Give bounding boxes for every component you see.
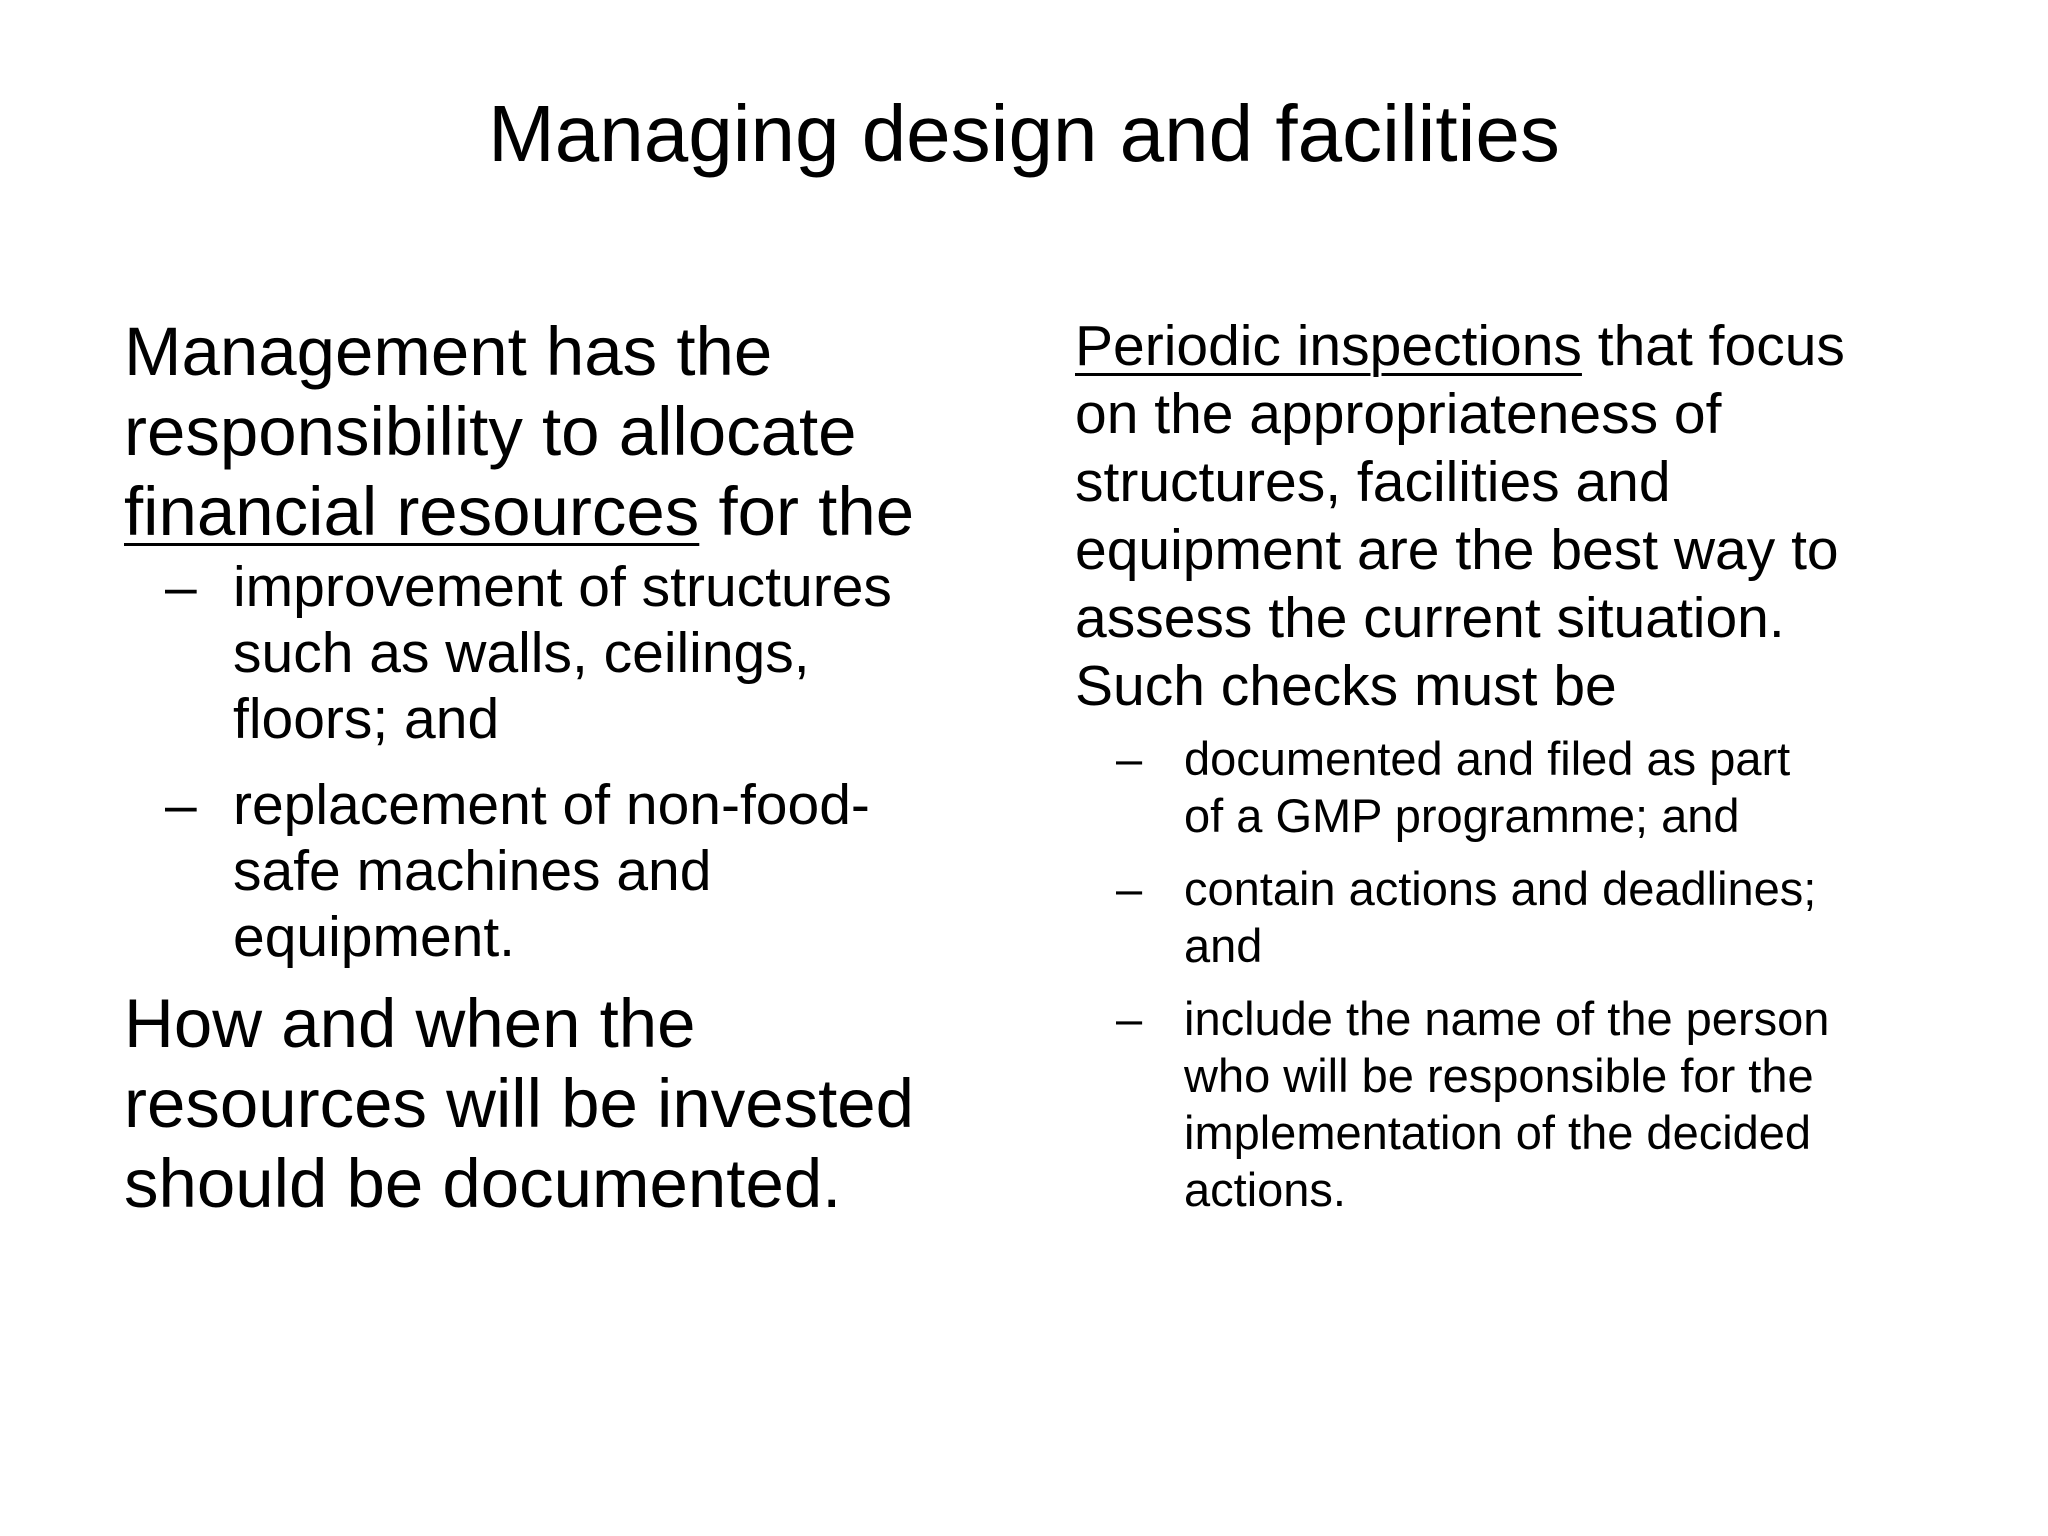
- left-intro-line-3-rest: for the: [699, 473, 915, 550]
- left-bullet-1-line-3: floors; and: [233, 687, 500, 751]
- left-column: [124, 312, 1024, 1224]
- right-intro-line-5: assess the current situation.: [1075, 586, 1785, 650]
- left-intro-line-1: Management has the: [124, 313, 773, 390]
- left-bullet-item: [124, 772, 1024, 970]
- right-bullet-2-line-2: and: [1184, 919, 1263, 972]
- right-bullet-list: [1075, 730, 1995, 1218]
- right-bullet-1-line-1: documented and filed as part: [1184, 732, 1791, 785]
- dash-bullet-icon: –: [1116, 992, 1143, 1045]
- right-bullet-item: [1075, 730, 1995, 844]
- right-bullet-3-line-2: who will be responsible for the: [1184, 1049, 1814, 1102]
- left-outro-paragraph: [124, 984, 1024, 1224]
- dash-bullet-icon: –: [1116, 862, 1143, 915]
- financial-resources-underlined: financial resources: [124, 473, 700, 550]
- right-bullet-1-line-2: of a GMP programme; and: [1184, 789, 1740, 842]
- left-outro-line-1: How and when the: [124, 985, 696, 1062]
- right-bullet-3-line-1: include the name of the person: [1184, 992, 1830, 1045]
- left-bullet-2-line-1: replacement of non-food-: [233, 773, 870, 837]
- right-bullet-3-line-3: implementation of the decided: [1184, 1106, 1812, 1159]
- dash-bullet-icon: –: [165, 773, 197, 837]
- right-intro-paragraph: [1075, 312, 1995, 720]
- right-bullet-2-line-1: contain actions and deadlines;: [1184, 862, 1817, 915]
- left-outro-line-3: should be documented.: [124, 1145, 842, 1222]
- dash-bullet-icon: –: [1116, 732, 1143, 785]
- left-bullet-2-line-3: equipment.: [233, 905, 516, 969]
- periodic-inspections-underlined: Periodic inspections: [1075, 314, 1582, 378]
- right-column: [1075, 312, 1995, 1218]
- right-intro-line-4: equipment are the best way to: [1075, 518, 1839, 582]
- right-bullet-item: [1075, 990, 1995, 1218]
- right-bullet-item: [1075, 860, 1995, 974]
- dash-bullet-icon: –: [165, 555, 197, 619]
- left-bullet-list: [124, 554, 1024, 970]
- left-intro-line-3: [124, 472, 1024, 552]
- right-bullet-3-line-4: actions.: [1184, 1163, 1346, 1216]
- left-bullet-1-line-1: improvement of structures: [233, 555, 892, 619]
- left-bullet-2-line-2: safe machines and: [233, 839, 712, 903]
- slide-title: Managing design and facilities: [488, 89, 1560, 178]
- right-intro-line-1: [1075, 312, 1995, 380]
- right-intro-line-2: on the appropriateness of: [1075, 382, 1722, 446]
- left-intro-paragraph: [124, 312, 1024, 552]
- right-intro-line-6: Such checks must be: [1075, 654, 1617, 718]
- right-intro-line-3: structures, facilities and: [1075, 450, 1671, 514]
- left-intro-line-2: responsibility to allocate: [124, 393, 857, 470]
- right-intro-line-1-rest: that focus: [1581, 314, 1845, 378]
- left-bullet-item: [124, 554, 1024, 752]
- left-outro-line-2: resources will be invested: [124, 1065, 915, 1142]
- left-bullet-1-line-2: such as walls, ceilings,: [233, 621, 810, 685]
